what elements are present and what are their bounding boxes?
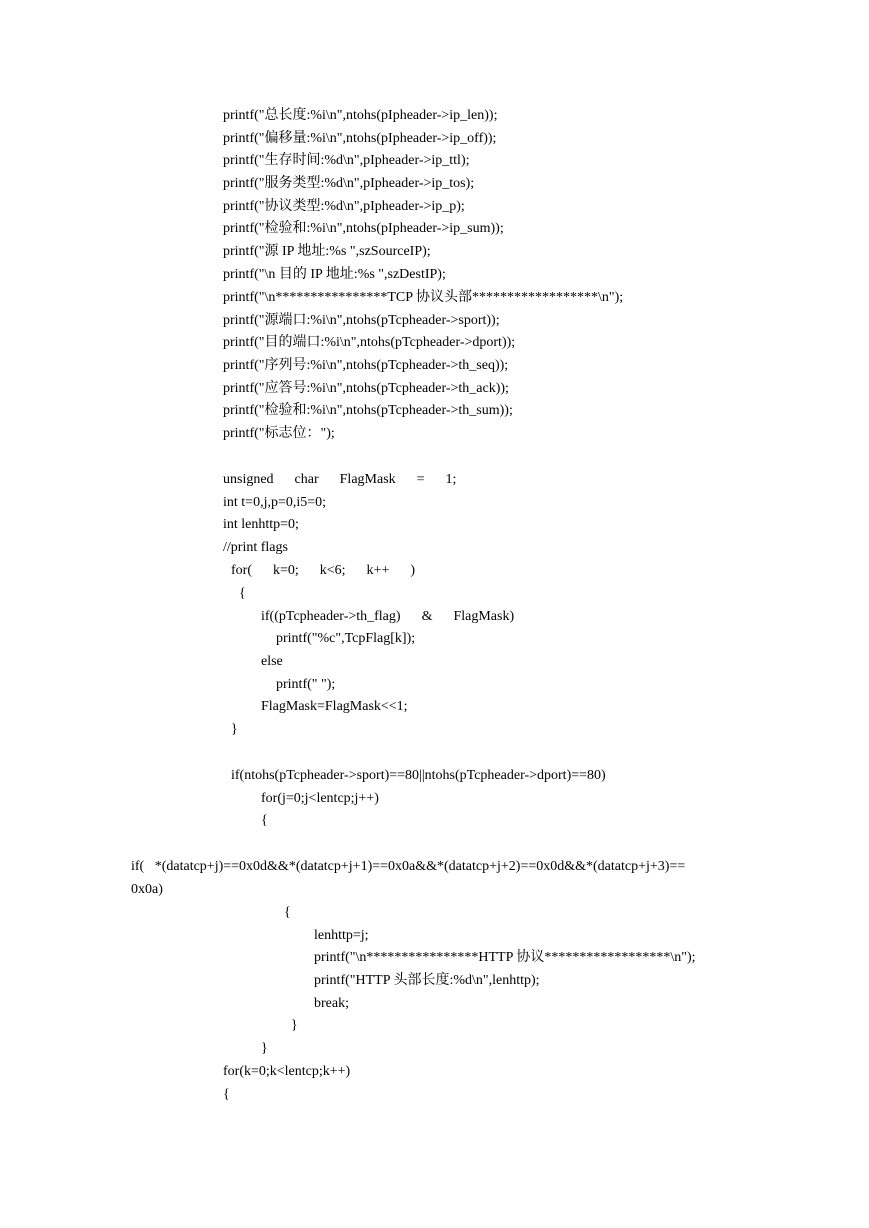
code-line: printf("检验和:%i\n",ntohs(pIpheader->ip_sum)); [223, 221, 504, 236]
code-line: printf("%c",TcpFlag[k]); [276, 631, 416, 646]
code-line: } [231, 722, 238, 737]
code-line: { [223, 1087, 230, 1102]
code-line: } [261, 1041, 268, 1056]
code-line: printf("偏移量:%i\n",ntohs(pIpheader->ip_off)); [223, 131, 497, 146]
code-line: { [239, 586, 246, 601]
code-line: printf("源 IP 地址:%s ",szSourceIP); [223, 244, 431, 259]
code-line: if( *(datatcp+j)==0x0d&&*(datatcp+j+1)==0x0a&&*(datatcp+j+2)==0x0d&&*(datatcp+j+3)== [131, 859, 686, 874]
code-line: int t=0,j,p=0,i5=0; [223, 495, 327, 510]
code-line: printf("源端口:%i\n",ntohs(pTcpheader->sport)); [223, 313, 500, 328]
code-line: printf("HTTP 头部长度:%d\n",lenhttp); [314, 973, 540, 988]
code-line: printf("\n****************HTTP 协议******************\n"); [314, 950, 696, 965]
code-line: { [284, 905, 291, 920]
code-line: 0x0a) [131, 882, 163, 897]
code-line: printf("目的端口:%i\n",ntohs(pTcpheader->dport)); [223, 335, 516, 350]
code-line: printf("检验和:%i\n",ntohs(pTcpheader->th_sum)); [223, 403, 513, 418]
code-line: FlagMask=FlagMask<<1; [261, 699, 408, 714]
code-line: printf("应答号:%i\n",ntohs(pTcpheader->th_ack)); [223, 381, 509, 396]
code-line: } [291, 1018, 298, 1033]
code-line: unsigned char FlagMask = 1; [223, 472, 457, 487]
code-line: printf("生存时间:%d\n",pIpheader->ip_ttl); [223, 153, 470, 168]
code-line: printf("\n 目的 IP 地址:%s ",szDestIP); [223, 267, 446, 282]
code-line: lenhttp=j; [314, 928, 369, 943]
code-line: for(k=0;k<lentcp;k++) [223, 1064, 351, 1079]
code-line: printf("序列号:%i\n",ntohs(pTcpheader->th_seq)); [223, 358, 509, 373]
code-line: if((pTcpheader->th_flag) & FlagMask) [261, 609, 515, 624]
code-line: printf("\n****************TCP 协议头部******************\n"); [223, 290, 624, 305]
code-line: printf("总长度:%i\n",ntohs(pIpheader->ip_len)); [223, 108, 498, 123]
code-comment: //print flags [223, 540, 288, 555]
code-line: printf("服务类型:%d\n",pIpheader->ip_tos); [223, 176, 475, 191]
code-line: int lenhttp=0; [223, 517, 299, 532]
code-line: printf("协议类型:%d\n",pIpheader->ip_p); [223, 199, 465, 214]
code-line: for( k=0; k<6; k++ ) [231, 563, 416, 578]
code-line: printf(" "); [276, 677, 336, 692]
code-line: printf("标志位："); [223, 426, 335, 441]
code-line: else [261, 654, 283, 669]
code-line: break; [314, 996, 349, 1011]
code-line: if(ntohs(pTcpheader->sport)==80||ntohs(pTcpheader->dport)==80) [231, 768, 606, 783]
code-line: for(j=0;j<lentcp;j++) [261, 791, 379, 806]
code-line: { [261, 813, 268, 828]
